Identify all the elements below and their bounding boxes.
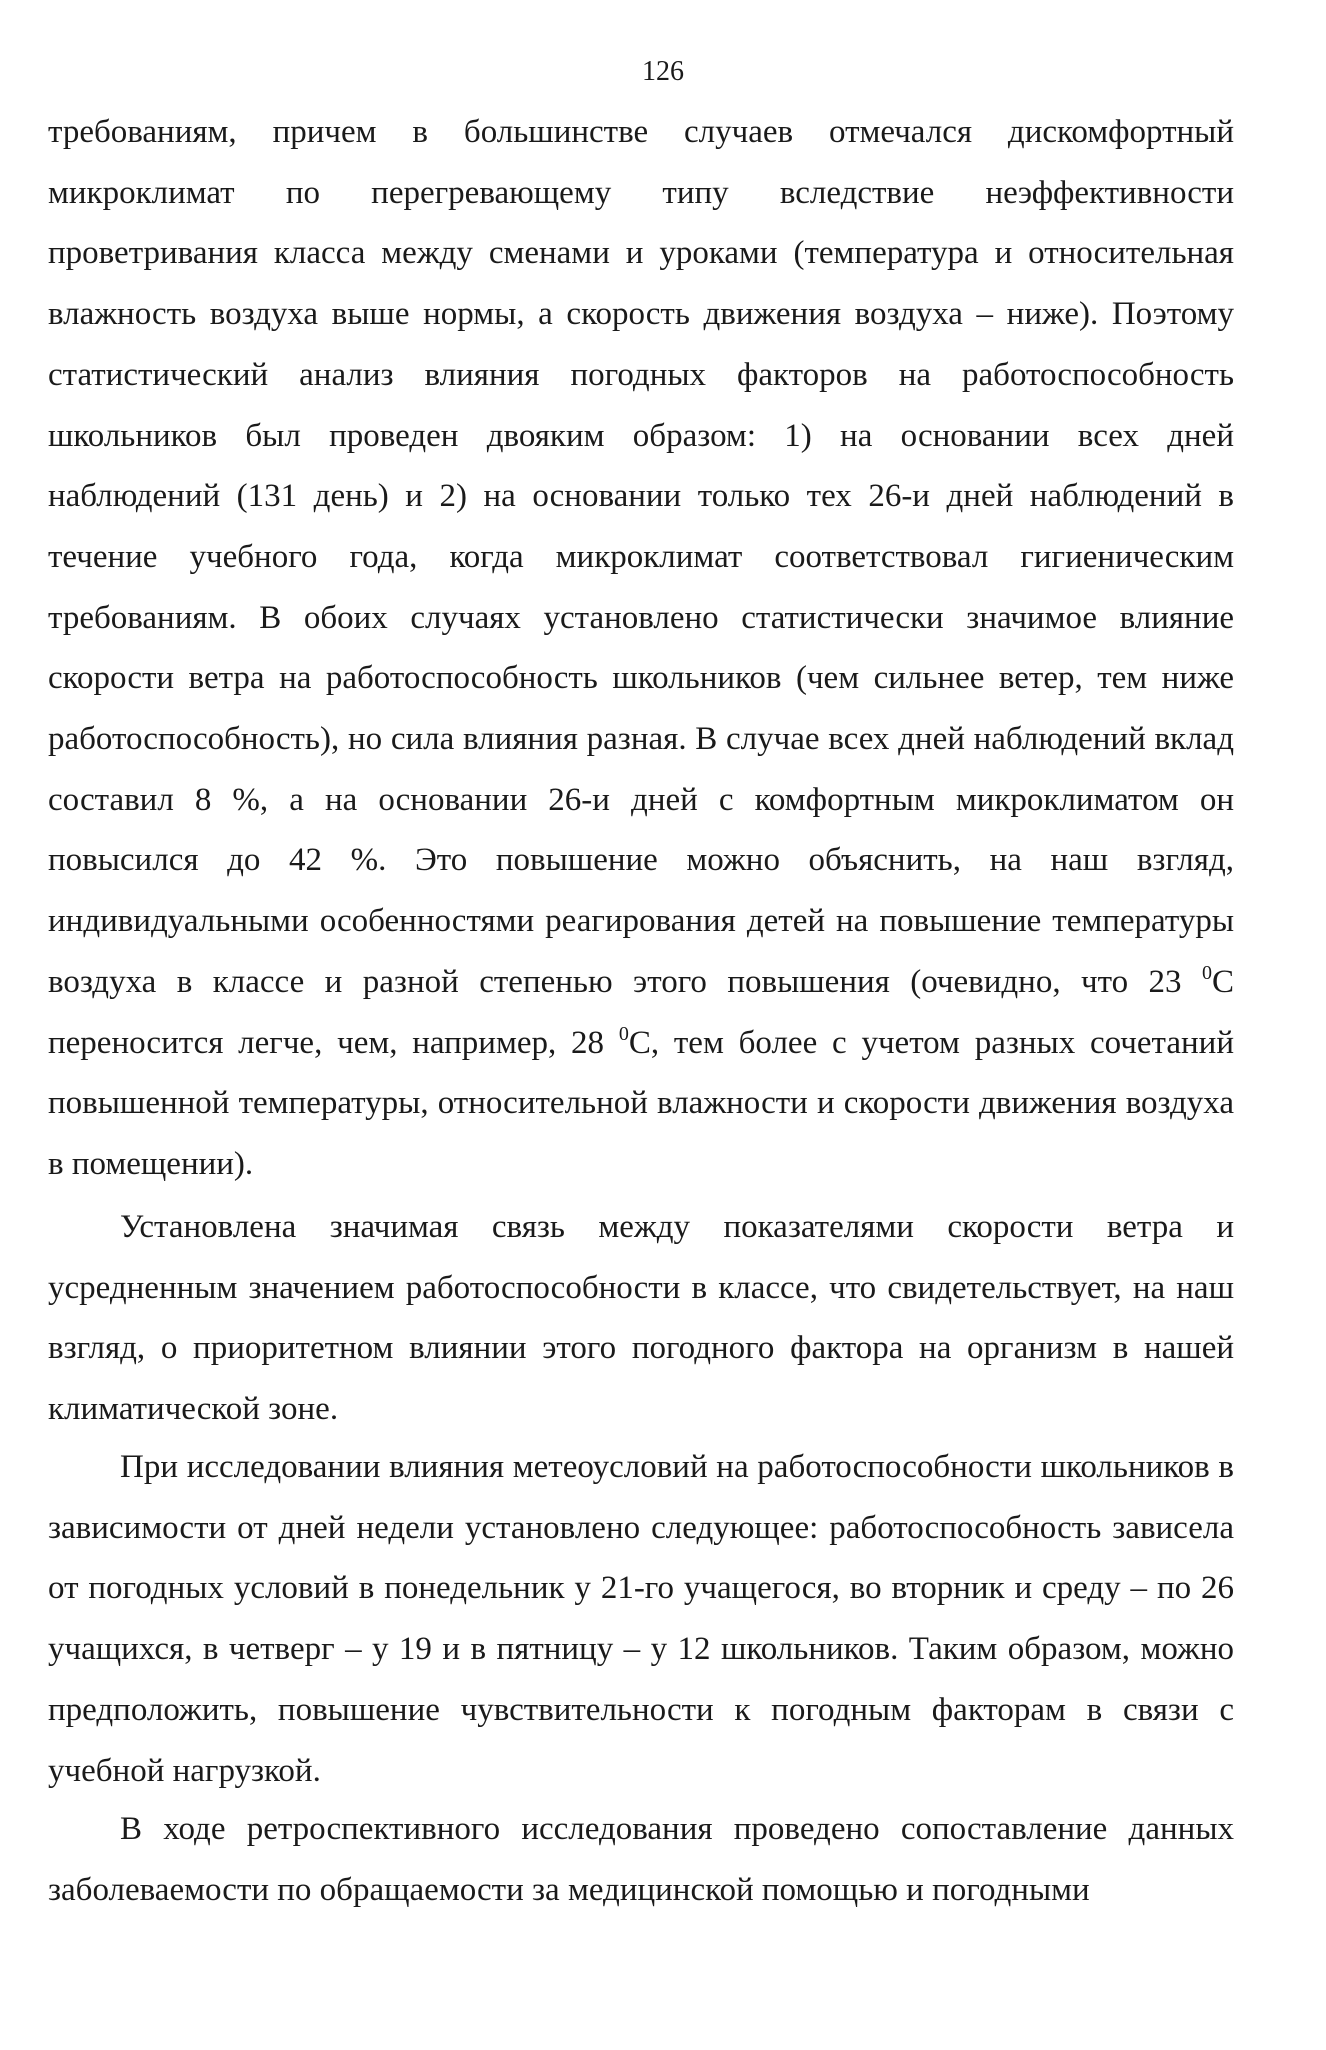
degree-superscript: 0 <box>618 1022 629 1045</box>
paragraph-text: Установлена значимая связь между показателями скорости ветра и усредненным значением работоспособности в классе, что свидетельствует, на наш взгляд, о приоритетном влиянии этого погодного фактора на организм в нашей климатической зоне. <box>48 1209 1234 1428</box>
degree-superscript: 0 <box>1201 961 1212 984</box>
paragraph-4 <box>48 1799 1234 1920</box>
paragraph-text: При исследовании влияния метеоусловий на работоспособности школьников в зависимости от дней недели установлено следующее: работоспособность зависела от погодных условий в понедельник у 21-го учащегося, во вторник и среду – по 26 учащихся, в четверг – у 19 и в пятницу – у 12 школьников. Таким образом, можно предположить, повышение чувствительности к погодным факторам в связи с учебной нагрузкой. <box>48 1449 1234 1789</box>
paragraph-3 <box>48 1437 1234 1801</box>
paragraph-text-part: С переносится легче, чем, например, 28 <box>48 963 1234 1061</box>
paragraph-text-part: требованиям, причем в большинстве случаев отмечался дискомфортный микроклимат по перегревающему типу вследствие неэффективности проветривания класса между сменами и уроками (температура и относительная влажность воздуха выше нормы, а скорость движения воздуха – ниже). Поэтому статистический анализ влияния погодных факторов на работоспособность школьников был проведен двояким образом: 1) на основании всех дней наблюдений (131 день) и 2) на основании только тех 26-и дней наблюдений в течение учебного года, когда микроклимат соответствовал гигиеническим требованиям. В обоих случаях установлено статистически значимое влияние скорости ветра на работоспособность школьников (чем сильнее ветер, тем ниже работоспособность), но сила влияния разная. В случае всех дней наблюдений вклад составил 8 %, а на основании 26-и дней с комфортным микроклиматом он повысился до 42 %. Это повышение можно объяснить, на наш взгляд, индивидуальными особенностями реагирования детей на повышение температуры воздуха в классе и разной степенью этого повышения (очевидно, что 23 <box>48 114 1234 1000</box>
paragraph-2 <box>48 1197 1234 1440</box>
paragraph-text <box>48 102 1234 1195</box>
paragraph-1 <box>48 102 1234 1195</box>
paragraph-text-part: С, тем более с учетом разных сочетаний повышенной температуры, относительной влажности и скорости движения воздуха в помещении). <box>48 1024 1235 1182</box>
paragraph-text: В ходе ретроспективного исследования проведено сопоставление данных заболеваемости по обращаемости за медицинской помощью и погодными <box>48 1811 1234 1908</box>
page-number: 126 <box>642 56 684 87</box>
